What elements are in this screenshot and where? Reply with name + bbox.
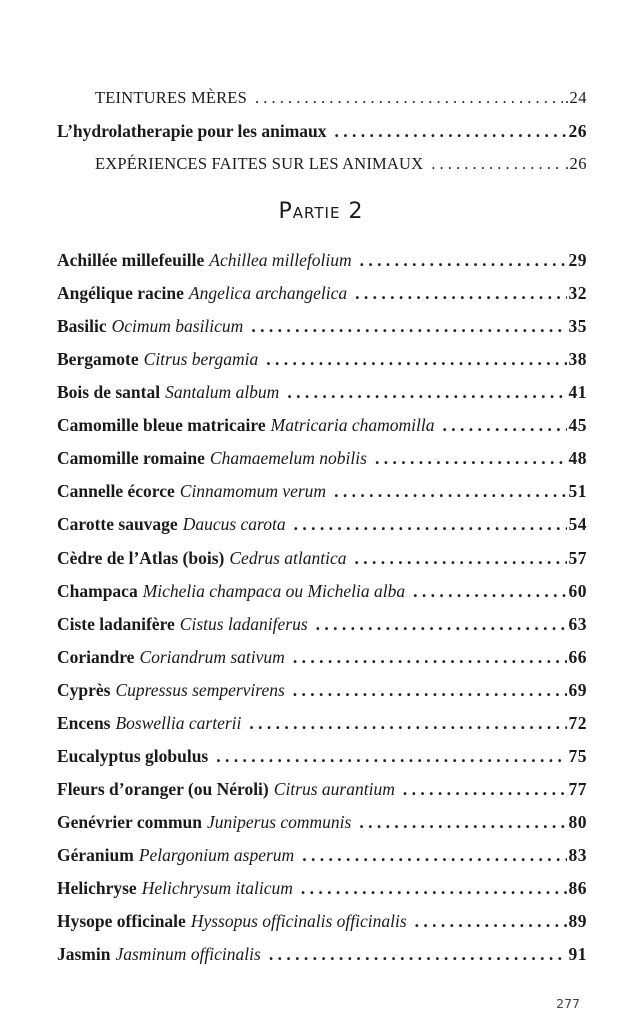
leader-dots (431, 153, 563, 175)
toc-entry-name: Achillée millefeuille (57, 250, 205, 270)
toc-entry (95, 153, 587, 175)
toc-page-number: 86 (568, 877, 587, 898)
toc-entry-latin-name: Daucus carota (182, 514, 286, 535)
toc-entry-latin-name: Santalum album (165, 382, 280, 403)
toc-entry-latin-name: Cedrus atlantica (229, 547, 347, 568)
part-heading: Partie 2 (278, 199, 364, 224)
toc-entry-name: Carotte sauvage (57, 514, 178, 535)
toc-entry-name: Basilic (57, 316, 107, 337)
toc-page-number: 69 (568, 679, 587, 700)
toc-entry-latin-name: Juniperus communis (207, 811, 352, 832)
leader-dots (355, 547, 567, 569)
toc-entry (57, 877, 587, 899)
toc-entry (57, 646, 587, 668)
toc-page-number: 80 (568, 811, 587, 832)
toc-entry-name: Ciste ladanifère (57, 613, 175, 634)
toc-entry (57, 613, 587, 635)
leader-dots (255, 87, 563, 109)
toc-entry-latin-name: Cinnamomum verum (179, 481, 327, 502)
toc-page-number: 29 (568, 250, 587, 270)
toc-entry-name: Hysope officinale (57, 911, 186, 931)
toc-entry-latin-name: Cupressus sempervirens (115, 679, 285, 700)
toc-entry (57, 547, 587, 569)
toc-entry-name: Camomille romaine (57, 448, 205, 469)
toc-entry-latin-name: Boswellia carterii (115, 712, 242, 733)
leader-dots (359, 811, 566, 833)
toc-entry-name: Genévrier commun (57, 811, 202, 832)
leader-dots (413, 580, 566, 602)
toc-entry-name: Cèdre de l’Atlas (bois) (57, 547, 225, 568)
leader-dots (287, 381, 566, 403)
leader-dots (293, 646, 567, 668)
leader-dots (249, 712, 566, 734)
toc-entry-name: Encens (57, 712, 111, 733)
toc-page-number: 26 (568, 121, 587, 141)
leader-dots (302, 844, 566, 866)
leader-dots (355, 282, 566, 304)
leader-dots (269, 943, 567, 965)
toc-page-number: 51 (568, 481, 587, 502)
toc-page-number: 57 (568, 547, 587, 568)
toc-entry (57, 811, 587, 833)
toc-entry (57, 120, 587, 142)
page-folio: 277 (556, 996, 580, 1011)
leader-dots (442, 414, 566, 436)
leader-dots (294, 513, 567, 535)
toc-page-number: 45 (568, 415, 587, 436)
toc-entry-name: Helichryse (57, 877, 137, 898)
toc-page-number: 72 (568, 712, 587, 733)
leader-dots (266, 348, 566, 370)
toc-page-number: 77 (568, 778, 587, 799)
toc-page-number: .26 (564, 154, 587, 173)
toc-page-number: 63 (568, 613, 587, 634)
toc-entry (57, 580, 587, 602)
toc-entry (57, 282, 587, 304)
toc-entry-name: Eucalyptus globulus (57, 745, 209, 766)
toc-entry-name: Jasmin (57, 944, 111, 964)
toc-entry (57, 381, 587, 403)
toc-entry-name: Angélique racine (57, 283, 184, 304)
toc-entry-name: Géranium (57, 844, 134, 865)
leader-dots (360, 249, 567, 271)
toc-entry-latin-name: Citrus aurantium (273, 778, 395, 799)
toc-entry (57, 943, 587, 965)
toc-page-number: 38 (568, 349, 587, 370)
toc-entry-latin-name: Angelica archangelica (188, 283, 348, 304)
toc-entry-title: TEINTURES MÈRES (95, 88, 247, 107)
toc-entry-name: Camomille bleue matricaire (57, 415, 266, 436)
toc-entry (57, 348, 587, 370)
toc-entry (57, 315, 587, 337)
leader-dots (335, 120, 567, 142)
toc-page-number: 35 (568, 316, 587, 337)
toc-entry-name: Cannelle écorce (57, 481, 175, 502)
toc-entry (57, 414, 587, 436)
toc-page-number: 41 (568, 382, 587, 403)
toc-page-number: 48 (568, 448, 587, 469)
toc-page-number: 32 (568, 283, 587, 304)
toc-entry-latin-name: Ocimum basilicum (111, 316, 244, 337)
toc-entry-name: Cyprès (57, 679, 111, 700)
leader-dots (293, 679, 567, 701)
toc-entry-name: Bois de santal (57, 382, 161, 403)
leader-dots (415, 910, 567, 932)
toc-entry (57, 679, 587, 701)
toc-page-number: 54 (568, 514, 587, 535)
toc-entry (57, 844, 587, 866)
toc-entry-latin-name: Michelia champaca ou Michelia alba (142, 580, 406, 601)
leader-dots (375, 447, 567, 469)
toc-page-number: 75 (568, 745, 587, 766)
leader-dots (316, 613, 567, 635)
toc-entry-latin-name: Matricaria chamomilla (270, 415, 435, 436)
toc-entry (57, 447, 587, 469)
toc-entry-latin-name: Coriandrum sativum (139, 646, 285, 667)
leader-dots (403, 778, 567, 800)
toc-entry-name: Champaca (57, 580, 138, 601)
toc-entry-latin-name: Cistus ladaniferus (179, 613, 308, 634)
toc-entry (57, 712, 587, 734)
toc-page-number: 83 (568, 844, 587, 865)
toc-entry-latin-name: Jasminum officinalis (115, 944, 261, 964)
toc-entry-name: Coriandre (57, 646, 135, 667)
toc-entry (57, 910, 587, 932)
toc-page-number: 60 (568, 580, 587, 601)
toc-entry-latin-name: Citrus bergamia (143, 349, 259, 370)
leader-dots (216, 745, 566, 767)
toc-entry-latin-name: Chamaemelum nobilis (209, 448, 367, 469)
toc-entry-name: Fleurs d’oranger (ou Néroli) (57, 778, 269, 799)
toc-entry-latin-name: Pelargonium asperum (138, 844, 295, 865)
toc-entry-latin-name: Achillea millefolium (209, 250, 352, 270)
toc-page-number: 91 (568, 944, 587, 964)
toc-entry (57, 778, 587, 800)
toc-page-number: .24 (564, 88, 587, 107)
toc-entry-latin-name: Hyssopus officinalis officinalis (190, 911, 407, 931)
toc-entry (57, 480, 587, 502)
leader-dots (301, 877, 567, 899)
toc-entry-latin-name: Helichrysum italicum (141, 877, 293, 898)
leader-dots (334, 480, 566, 502)
toc-page-number: 89 (568, 911, 587, 931)
toc-entry (95, 87, 587, 109)
toc-entry (57, 745, 587, 767)
toc-entry-name: Bergamote (57, 349, 139, 370)
toc-page-number: 66 (568, 646, 587, 667)
leader-dots (251, 315, 566, 337)
toc-entry (57, 249, 587, 271)
toc-entry-title: L’hydrolatherapie pour les animaux (57, 121, 327, 141)
toc-entry (57, 513, 587, 535)
toc-entry-title: EXPÉRIENCES FAITES SUR LES ANIMAUX (95, 154, 424, 173)
